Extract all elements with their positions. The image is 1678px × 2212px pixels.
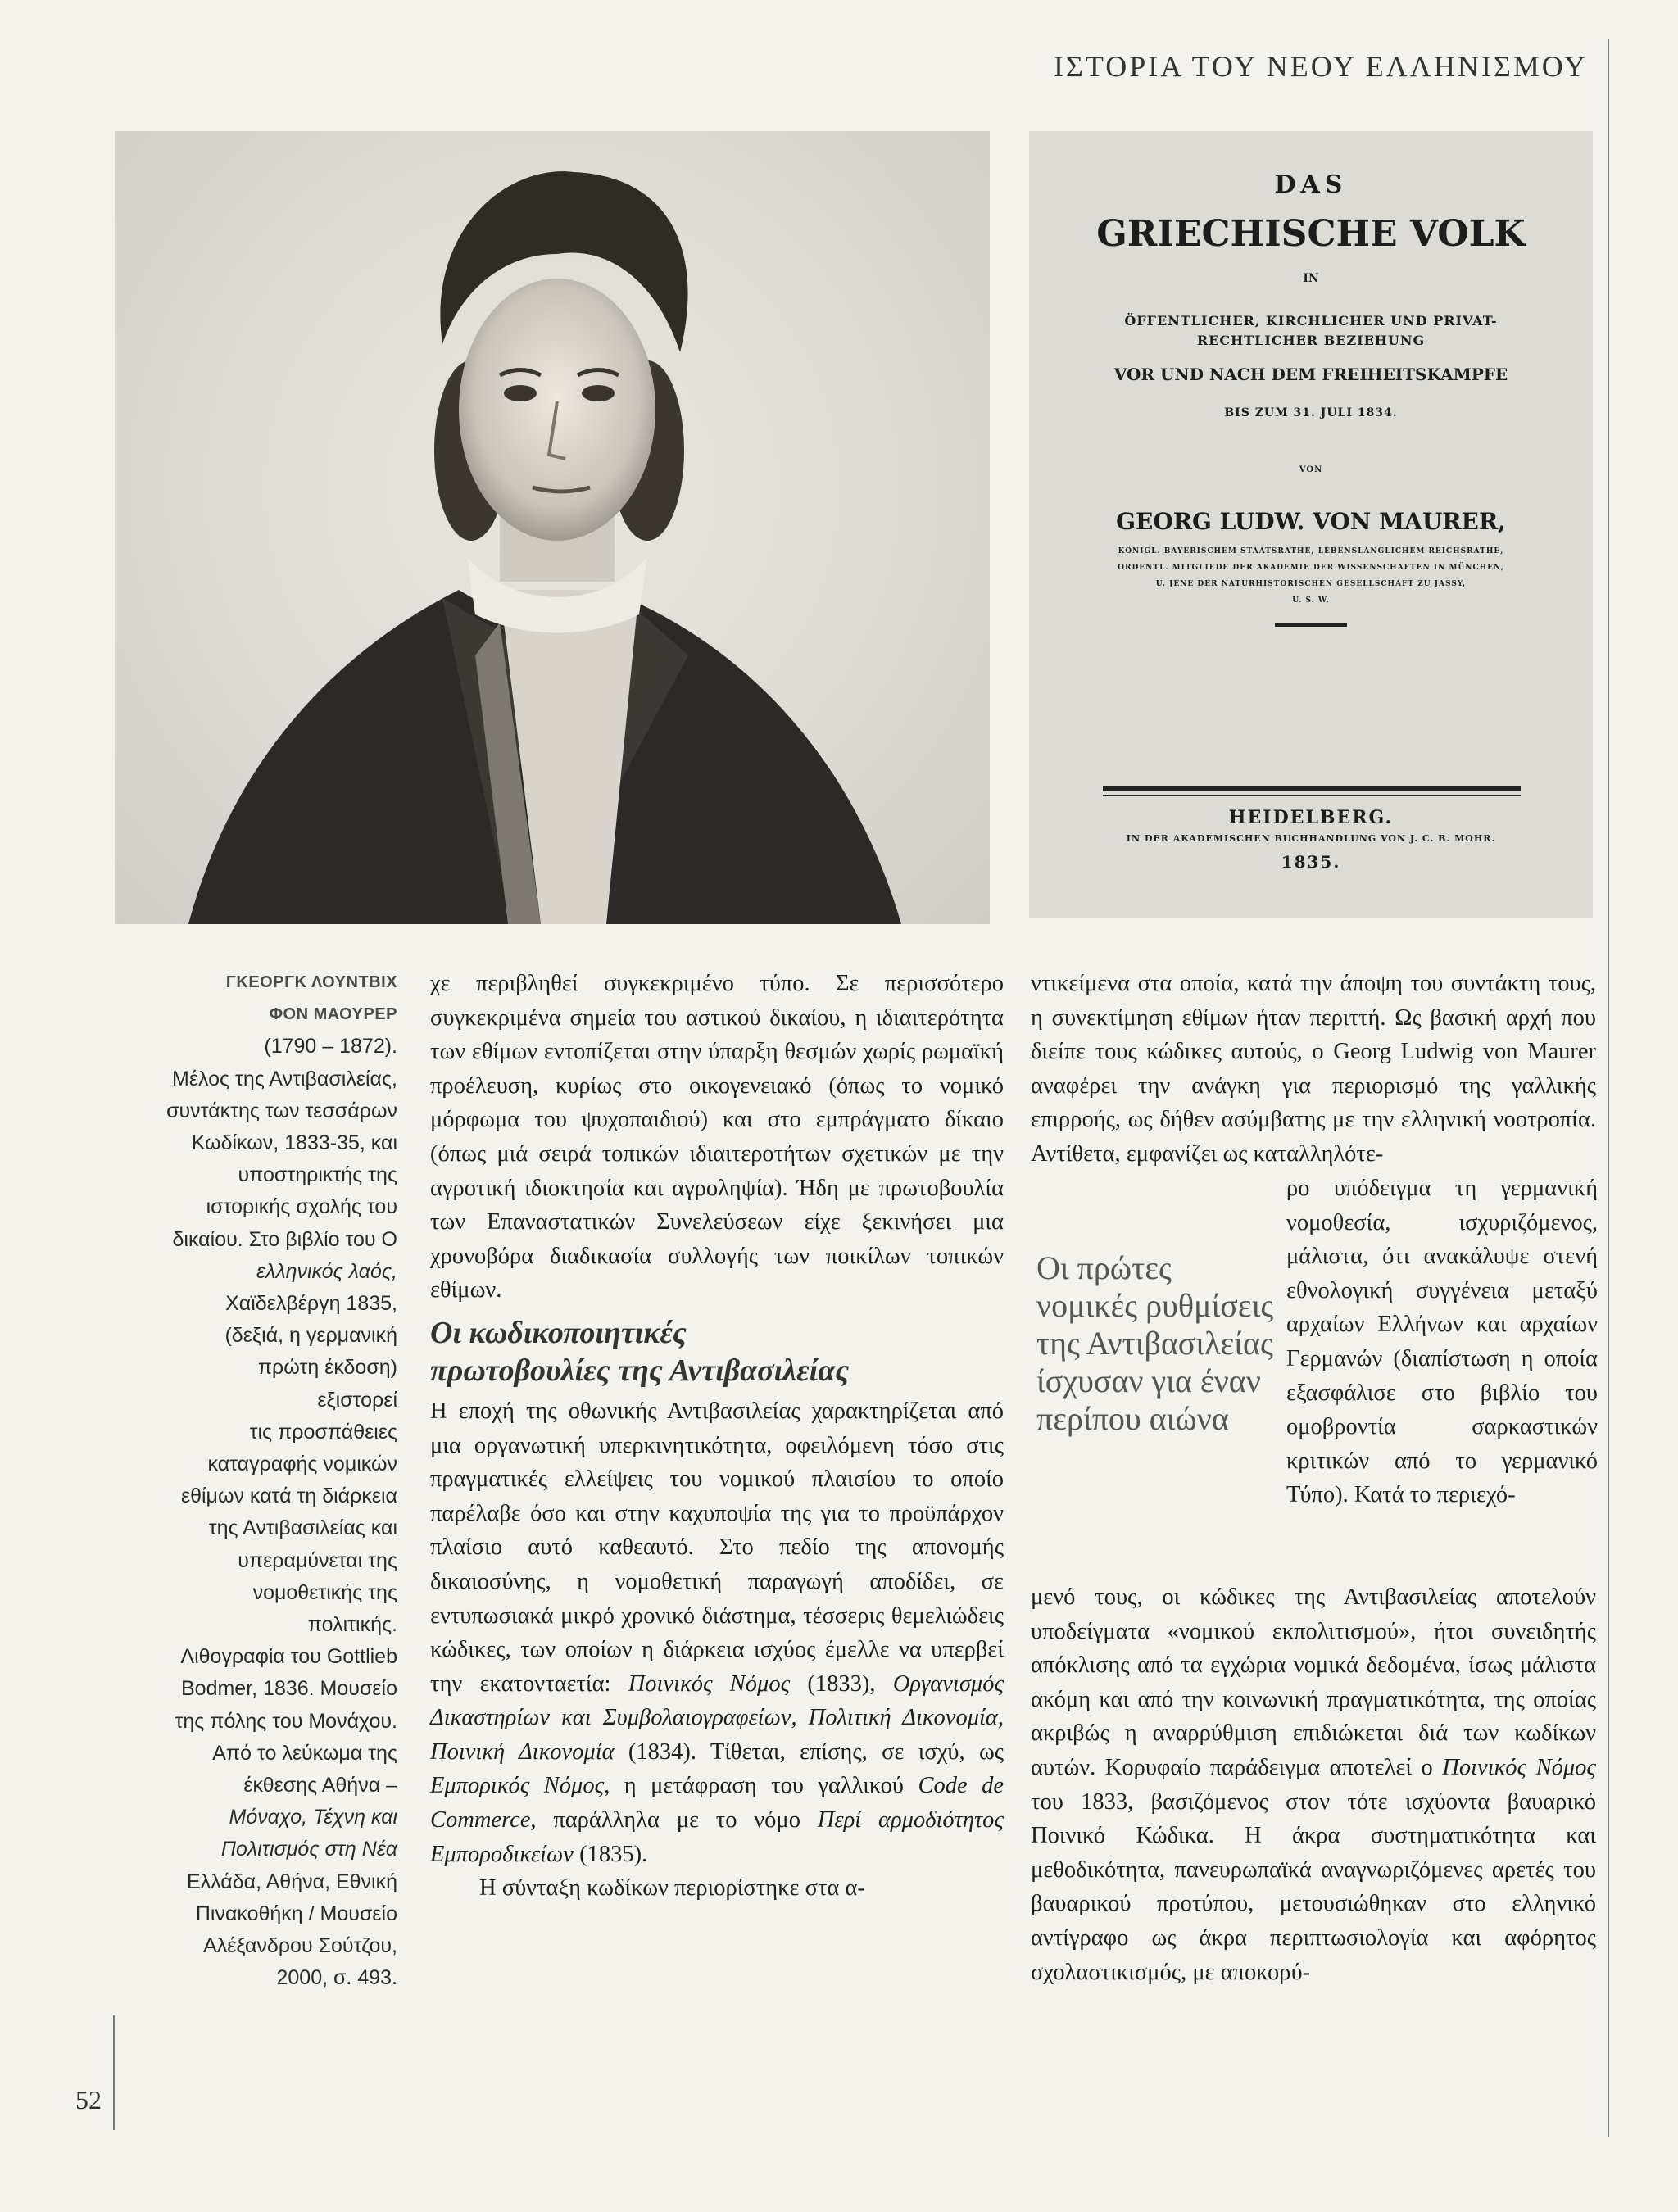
- title-publisher: IN DER AKADEMISCHEN BUCHHANDLUNG VON J. C. B. MOHR.: [1126, 833, 1496, 844]
- caption-line: τις προσπάθειες: [249, 1420, 397, 1444]
- caption-line: εθίμων κατά τη διάρκεια: [180, 1484, 397, 1508]
- page-number-rule: [113, 2015, 115, 2130]
- title-in: IN: [1303, 272, 1319, 285]
- title-line-1: ÖFFENTLICHER, KIRCHLICHER UND PRIVAT-: [1124, 313, 1498, 329]
- title-line-2: RECHTLICHER BEZIEHUNG: [1196, 333, 1426, 348]
- caption-line: καταγραφής νομικών: [207, 1453, 397, 1476]
- caption-line: ελληνικός λαός,: [256, 1259, 397, 1283]
- caption-line: Πολιτισμός στη Νέα: [220, 1838, 397, 1861]
- image-caption: [143, 967, 397, 1995]
- caption-line: Bodmer, 1836. Μουσείο: [181, 1677, 397, 1701]
- body-column-1: [430, 967, 1004, 1906]
- caption-line: Κωδίκων, 1833-35, και: [191, 1131, 397, 1155]
- caption-line: υποστηρικτής της: [238, 1163, 397, 1187]
- book-title-page: [1029, 131, 1593, 918]
- caption-line: Αλέξανδρου Σούτζου,: [203, 1934, 397, 1958]
- portrait-lithograph: [115, 131, 990, 924]
- title-city: HEIDELBERG.: [1228, 807, 1394, 828]
- section-heading: [430, 1314, 1004, 1389]
- caption-line: Χαϊδελβέργη 1835,: [225, 1292, 397, 1316]
- paragraph: Η εποχή της οθωνικής Αντιβασιλείας χαρακτηρίζεται από μια οργανωτική υπερκινητικότητα, οφειλόμενη τόσο στις πραγματικές ελλείψεις του νομικού πλαισίου το οποίο παρέλαβε όσο και στην καχυποψία της για το προϋπάρχον πλαίσιο αυτό καθεαυτό. Στο πεδίο της απονομής δικαιοσύνης, η νομοθετική παραγωγή αποδίδει, σε εντυπωσιακά μικρό χρονικό διάστημα, τέσσερις θεμελιώδεις κώδικες, των οποίων η διάρκεια ισχύος έμελλε να υπερβεί την εκατονταετία: Ποινικός Νόμος (1833), Οργανισμός Δικαστηρίων και Συμβολαιογραφείων, Πολιτική Δικονομία, Ποινική Δικονομία (1834). Τίθεται, επίσης, σε ισχύ, ως Εμπορικός Νόμος, η μετάφραση του γαλλικού Code de Commerce, παράλληλα με το νόμο Περί αρμοδιότητος Εμποροδικείων (1835).: [430, 1398, 1005, 1867]
- caption-line: της πόλης του Μονάχου.: [175, 1709, 397, 1733]
- running-header: ΙΣΤΟΡΙΑ ΤΟΥ ΝΕΟΥ ΕΛΛΗΝΙΣΜΟΥ: [1053, 50, 1588, 83]
- caption-line: πρώτη έκδοση): [257, 1356, 397, 1380]
- caption-line: δικαίου. Στο βιβλίο του Ο: [172, 1227, 397, 1251]
- title-das: DAS: [1274, 170, 1348, 199]
- title-line-4: BIS ZUM 31. JULI 1834.: [1224, 406, 1398, 419]
- body-column-2-wrapped: ρο υπόδειγμα τη γερμανική νομοθεσία, ισχυριζόμενος, μάλιστα, ότι ανακάλυψε στενή εθνολογική συγγένεια μεταξύ αρχαίων Ελλήνων και αρχαίων Γερμανών (διαπίστωση η οποία εξασφάλισε στο βιβλίο του ομοβροντία σαρκαστικών κριτικών από το γερμανικό Τύπο). Κατά το περιεχό-: [1286, 1176, 1598, 1508]
- title-author-line-1: KÖNIGL. BAYERISCHEM STAATSRATHE, LEBENSLÄNGLICHEM REICHSRATHE,: [1118, 547, 1504, 555]
- caption-line: Πινακοθήκη / Μουσείο: [195, 1902, 397, 1925]
- column-rule: [1608, 39, 1609, 2137]
- caption-line: της Αντιβασιλείας και: [208, 1516, 397, 1540]
- paragraph: Η σύνταξη κωδίκων περιορίστηκε στα α-: [479, 1875, 865, 1902]
- caption-line: ιστορικής σχολής του: [206, 1195, 397, 1219]
- title-von: VON: [1299, 465, 1323, 474]
- caption-line: (1790 – 1872).: [264, 1035, 397, 1058]
- caption-line: υπεραμύνεται της: [238, 1548, 397, 1572]
- caption-name-line-2: ΦΟΝ ΜΑΟΥΡΕΡ: [269, 1005, 397, 1024]
- title-line-3: VOR UND NACH DEM FREIHEITSKAMPFE: [1113, 365, 1508, 384]
- caption-line: Ελλάδα, Αθήνα, Εθνική: [187, 1870, 397, 1893]
- short-rule: [1275, 623, 1347, 627]
- page-number: 52: [75, 2085, 102, 2115]
- title-year: 1835.: [1281, 852, 1341, 872]
- caption-name-line-1: ΓΚΕΟΡΓΚ ΛΟΥΝΤΒΙΧ: [225, 973, 397, 991]
- section-heading-line-1: Οι κωδικοποιητικές: [430, 1315, 687, 1350]
- caption-line: νομοθετικής της: [252, 1580, 397, 1604]
- pull-quote: Οι πρώτες νομικές ρυθμίσεις της Αντιβασιλείας ίσχυσαν για έναν περίπου αιώνα: [1036, 1249, 1274, 1437]
- title-author-line-3: U. JENE DER NATURHISTORISCHEN GESELLSCHAFT ZU JASSY,: [1155, 580, 1467, 588]
- caption-line: εξιστορεί: [317, 1388, 397, 1412]
- double-rule-bottom: [1103, 795, 1521, 796]
- paragraph: χε περιβληθεί συγκεκριμένο τύπο. Σε περισσότερο συγκεκριμένα σημεία του αστικού δικαίου, η ιδιαιτερότητα των εθίμων εντοπίζεται στην ύπαρξη θεσμών χωρίς ρωμαϊκή προέλευση, κυρίως στο οικογενειακό (όπως το νομικό μόρφωμα του ψυχοπαιδιού) και στο εμπράγματο δίκαιο (όπως μιά σειρά τοπικών ιδιαιτεροτήτων σχετικών με την αγροτική ιδιοκτησία και αγροληψία). Ήδη με πρωτοβουλία των Επαναστατικών Συνελεύσεων είχε ξεκινήσει μια χρονοβόρα διαδικασία συλλογής των ποικίλων τοπικών εθίμων.: [430, 971, 1004, 1303]
- caption-line: (δεξιά, η γερμανική: [224, 1324, 397, 1348]
- title-author: GEORG LUDW. VON MAURER,: [1116, 508, 1506, 535]
- section-heading-line-2: πρωτοβουλίες της Αντιβασιλείας: [430, 1353, 850, 1388]
- caption-line: συντάκτης των τεσσάρων: [166, 1099, 397, 1122]
- caption-line: Λιθογραφία του Gottlieb: [180, 1645, 397, 1669]
- title-main: GRIECHISCHE VOLK: [1096, 213, 1526, 255]
- caption-line: Μέλος της Αντιβασιλείας,: [172, 1067, 397, 1090]
- title-author-line-4: U. S. W.: [1292, 596, 1330, 605]
- body-column-2-top: ντικείμενα στα οποία, κατά την άποψη του συντάκτη τους, η συνεκτίμηση εθίμων ήταν περιττή. Ως βασική αρχή που διείπε τους κώδικες αυτούς, ο Georg Ludwig von Maurer αναφέρει την ανάγκη για περιορισμό της γαλλικής επιρροής, ως δήθεν ασύμβατης με την ελληνική νοοτροπία. Αντίθετα, εμφανίζει ως καταλληλότε-: [1031, 971, 1596, 1167]
- caption-line: 2000, σ. 493.: [276, 1966, 397, 1990]
- title-author-line-2: ORDENTL. MITGLIEDE DER AKADEMIE DER WISSENSCHAFTEN IN MÜNCHEN,: [1118, 564, 1504, 572]
- caption-line: Από το λεύκωμα της: [212, 1741, 397, 1765]
- caption-line: Μόναχο, Τέχνη και: [229, 1806, 397, 1829]
- double-rule-top: [1103, 786, 1521, 791]
- body-column-2-bottom: μενό τους, οι κώδικες της Αντιβασιλείας αποτελούν υποδείγματα «νομικού εκπολιτισμού», ήτοι συνειδητής απόκλισης από τα εγχώρια νομικά δεδομένα, ίσως μάλιστα ακόμη και από την κοινωνική πραγματικότητα, της οποίας ακριβώς η αναρρύθμιση επιδιώκεται διά των κωδίκων αυτών. Κορυφαίο παράδειγμα αποτελεί ο Ποινικός Νόμος του 1833, βασιζόμενος στον τότε ισχύοντα βαυαρικό Ποινικό Κώδικα. Η άκρα συστηματικότητα και μεθοδικότητα, πανευρωπαϊκά αναγνωριζόμενες αρετές του βαυαρικού προτύπου, μετουσιώθηκαν στο ελληνικό αντίγραφο ως άκρα περιπτωσιολογία και αφόρητος σχολαστικισμός, με αποκορύ-: [1031, 1584, 1596, 1985]
- caption-line: έκθεσης Αθήνα –: [243, 1774, 397, 1797]
- caption-line: πολιτικής.: [307, 1613, 397, 1637]
